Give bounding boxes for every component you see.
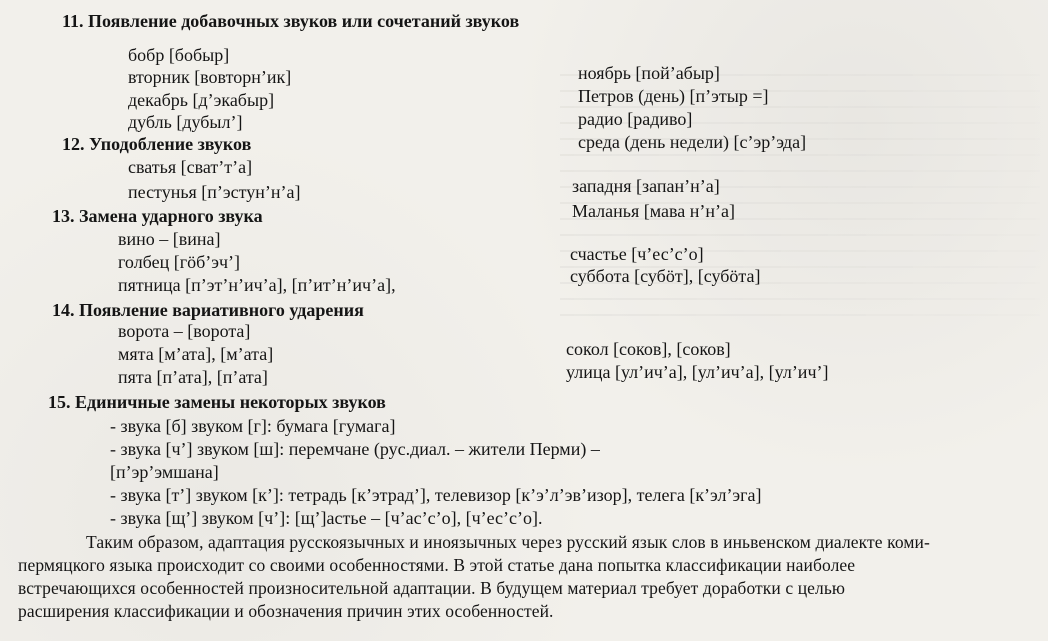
conclusion-line: расширения классификации и обозначения причин этих особенностей. — [18, 601, 554, 621]
s12-left-item: сватья [сват’т’а] — [128, 157, 253, 177]
section-13-heading: 13. Замена ударного звука — [52, 206, 263, 226]
s11-left-item: бобр [бобыр] — [128, 45, 230, 65]
conclusion-line: встречающихся особенностей произносительной адаптации. В будущем материал требует доработки с целью — [18, 578, 846, 598]
s12-left-item: пестунья [п’эстун’н’а] — [128, 182, 301, 202]
s15-line: - звука [щ’] звуком [ч’]: [щ’]астье – [ч’ас’с’о], [ч’ес’с’о]. — [110, 508, 543, 528]
conclusion-line: Таким образом, адаптация русскоязычных и иноязычных через русский язык слов в иньвенском диалекте коми- — [86, 532, 930, 552]
s11-right-item: Петров (день) [п’этыр =] — [578, 86, 769, 106]
s15-line: - звука [б] звуком [г]: бумага [гумага] — [110, 416, 396, 436]
s13-right-item: счастье [ч’ес’с’о] — [570, 244, 704, 264]
s13-right-item: суббота [субöт], [субöта] — [570, 266, 761, 286]
section-11-heading: 11. Появление добавочных звуков или сочетаний звуков — [62, 11, 520, 31]
section-12-heading: 12. Уподобление звуков — [62, 134, 252, 154]
s14-left-item: пята [п’ата], [п’ата] — [118, 367, 268, 387]
s14-right-item: улица [ул’ич’а], [ул’ич’а], [ул’ич’] — [566, 362, 829, 382]
s12-right-item: Маланья [мава н’н’а] — [572, 201, 735, 221]
s12-right-item: западня [запан’н’а] — [572, 176, 720, 196]
s15-line: - звука [т’] звуком [к’]: тетрадь [к’этрад’], телевизор [к’э’л’эв’изор], телега [к’эл’эга] — [110, 485, 762, 505]
s11-right-item: ноябрь [пой’абыр] — [578, 63, 720, 83]
s11-right-item: среда (день недели) [с’эр’эда] — [578, 132, 807, 152]
conclusion-line: пермяцкого языка происходит со своими особенностями. В этой статье дана попытка классификации наиболее — [18, 555, 856, 575]
section-14-heading: 14. Появление вариативного ударения — [52, 300, 364, 320]
s13-left-item: голбец [гöб’эч’] — [118, 252, 241, 272]
s14-right-item: сокол [соков], [соков] — [566, 339, 731, 359]
s11-left-item: дубль [дубыл’] — [128, 112, 243, 132]
s11-right-item: радио [радиво] — [578, 109, 693, 129]
s15-line: [п’эр’эмшана] — [110, 462, 219, 482]
s13-left-item: вино – [вина] — [118, 229, 221, 249]
s15-line: - звука [ч’] звуком [ш]: перемчане (рус.диал. – жители Перми) – — [110, 439, 600, 459]
s11-left-item: вторник [вовторн’ик] — [128, 67, 292, 87]
section-15-heading: 15. Единичные замены некоторых звуков — [48, 392, 386, 412]
s11-left-item: декабрь [д’экабыр] — [128, 90, 275, 110]
s13-left-item: пятница [п’эт’н’ич’а], [п’ит’н’ич’а], — [118, 275, 396, 295]
s14-left-item: ворота – [ворота] — [118, 321, 251, 341]
s14-left-item: мята [м’ата], [м’ата] — [118, 344, 274, 364]
